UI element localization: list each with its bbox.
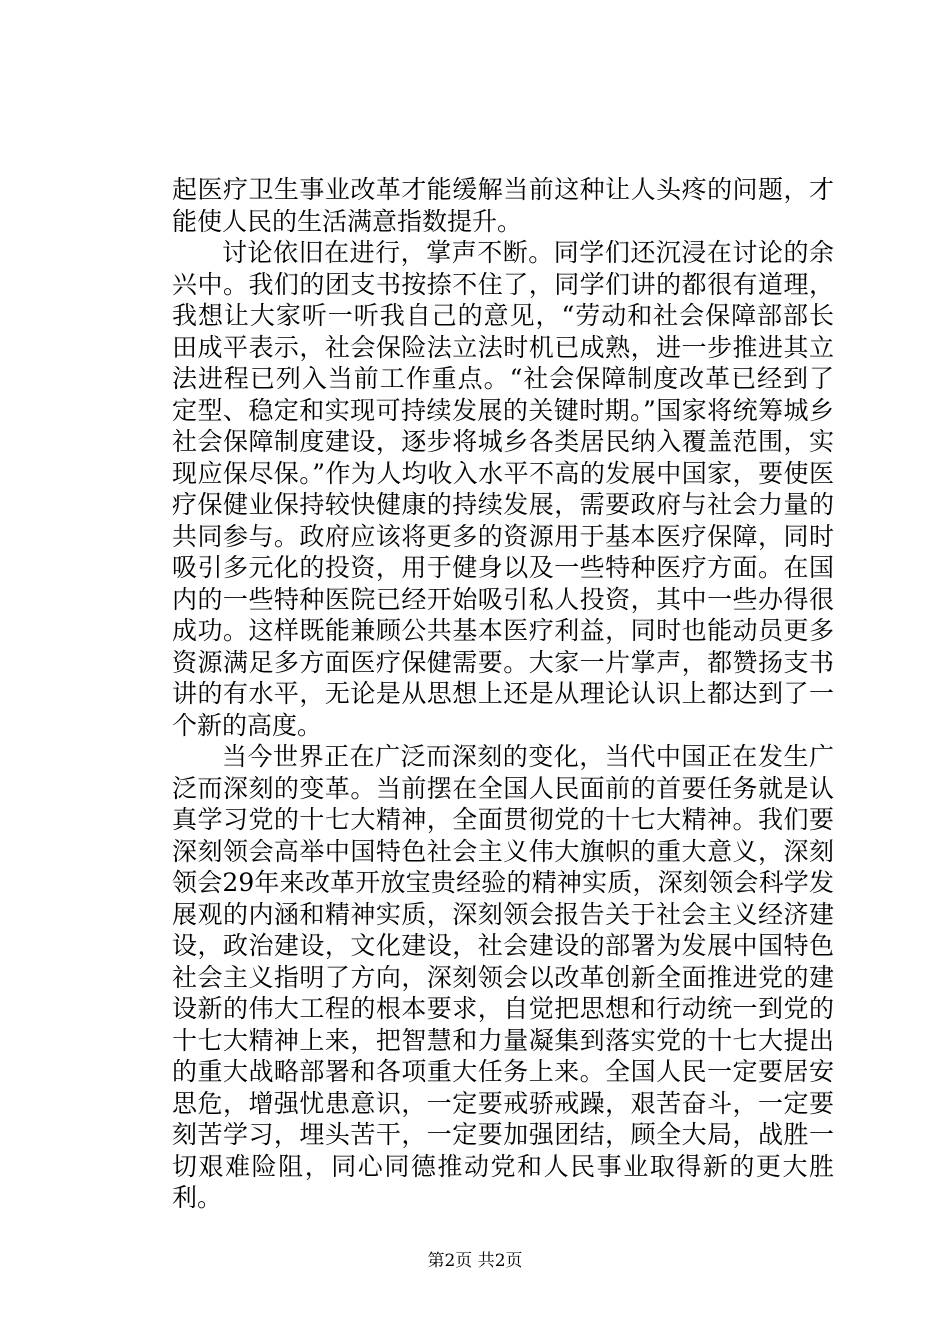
page-footer: 第2页 共2页 <box>427 1251 523 1271</box>
paragraph-discussion: 讨论依旧在进行，掌声不断。同学们还沉浸在讨论的余兴中。我们的团支书按捺不住了，同学们讲的都很有道理，我想让大家听一听我自己的意见，“劳动和社会保障部部长田成平表示，社会保险法立法时机已成熟，进一步推进其立法进程已列入当前工作重点。“社会保障制度改革已经到了定型、稳定和实现可持续发展的关键时期。”国家将统筹城乡社会保障制度建设，逐步将城乡各类居民纳入覆盖范围，实现应保尽保。”作为人均收入水平不高的发展中国家，要使医疗保健业保持较快健康的持续发展，需要政府与社会力量的共同参与。政府应该将更多的资源用于基本医疗保障，同时吸引多元化的投资，用于健身以及一些特种医疗方面。在国内的一些特种医院已经开始吸引私人投资，其中一些办得很成功。这样既能兼顾公共基本医疗利益，同时也能动员更多资源满足多方面医疗保健需要。大家一片掌声，都赞扬支书讲的有水平，无论是从思想上还是从理论认识上都达到了一个新的高度。 <box>172 238 834 740</box>
paragraph-continuation: 起医疗卫生事业改革才能缓解当前这种让人头疼的问题，才能使人民的生活满意指数提升。 <box>172 175 834 236</box>
document-body <box>172 174 834 1214</box>
paragraph-conclusion: 当今世界正在广泛而深刻的变化，当代中国正在发生广泛而深刻的变革。当前摆在全国人民面前的首要任务就是认真学习党的十七大精神，全面贯彻党的十七大精神。我们要深刻领会高举中国特色社会主义伟大旗帜的重大意义，深刻领会29年来改革开放宝贵经验的精神实质，深刻领会科学发展观的内涵和精神实质，深刻领会报告关于社会主义经济建设，政治建设，文化建设，社会建设的部署为发展中国特色社会主义指明了方向，深刻领会以改革创新全面推进党的建设新的伟大工程的根本要求，自觉把思想和行动统一到党的十七大精神上来，把智慧和力量凝集到落实党的十七大提出的重大战略部署和各项重大任务上来。全国人民一定要居安思危，增强忧患意识，一定要戒骄戒躁，艰苦奋斗，一定要刻苦学习，埋头苦干，一定要加强团结，顾全大局，战胜一切艰难险阻，同心同德推动党和人民事业取得新的更大胜利。 <box>172 742 834 1212</box>
